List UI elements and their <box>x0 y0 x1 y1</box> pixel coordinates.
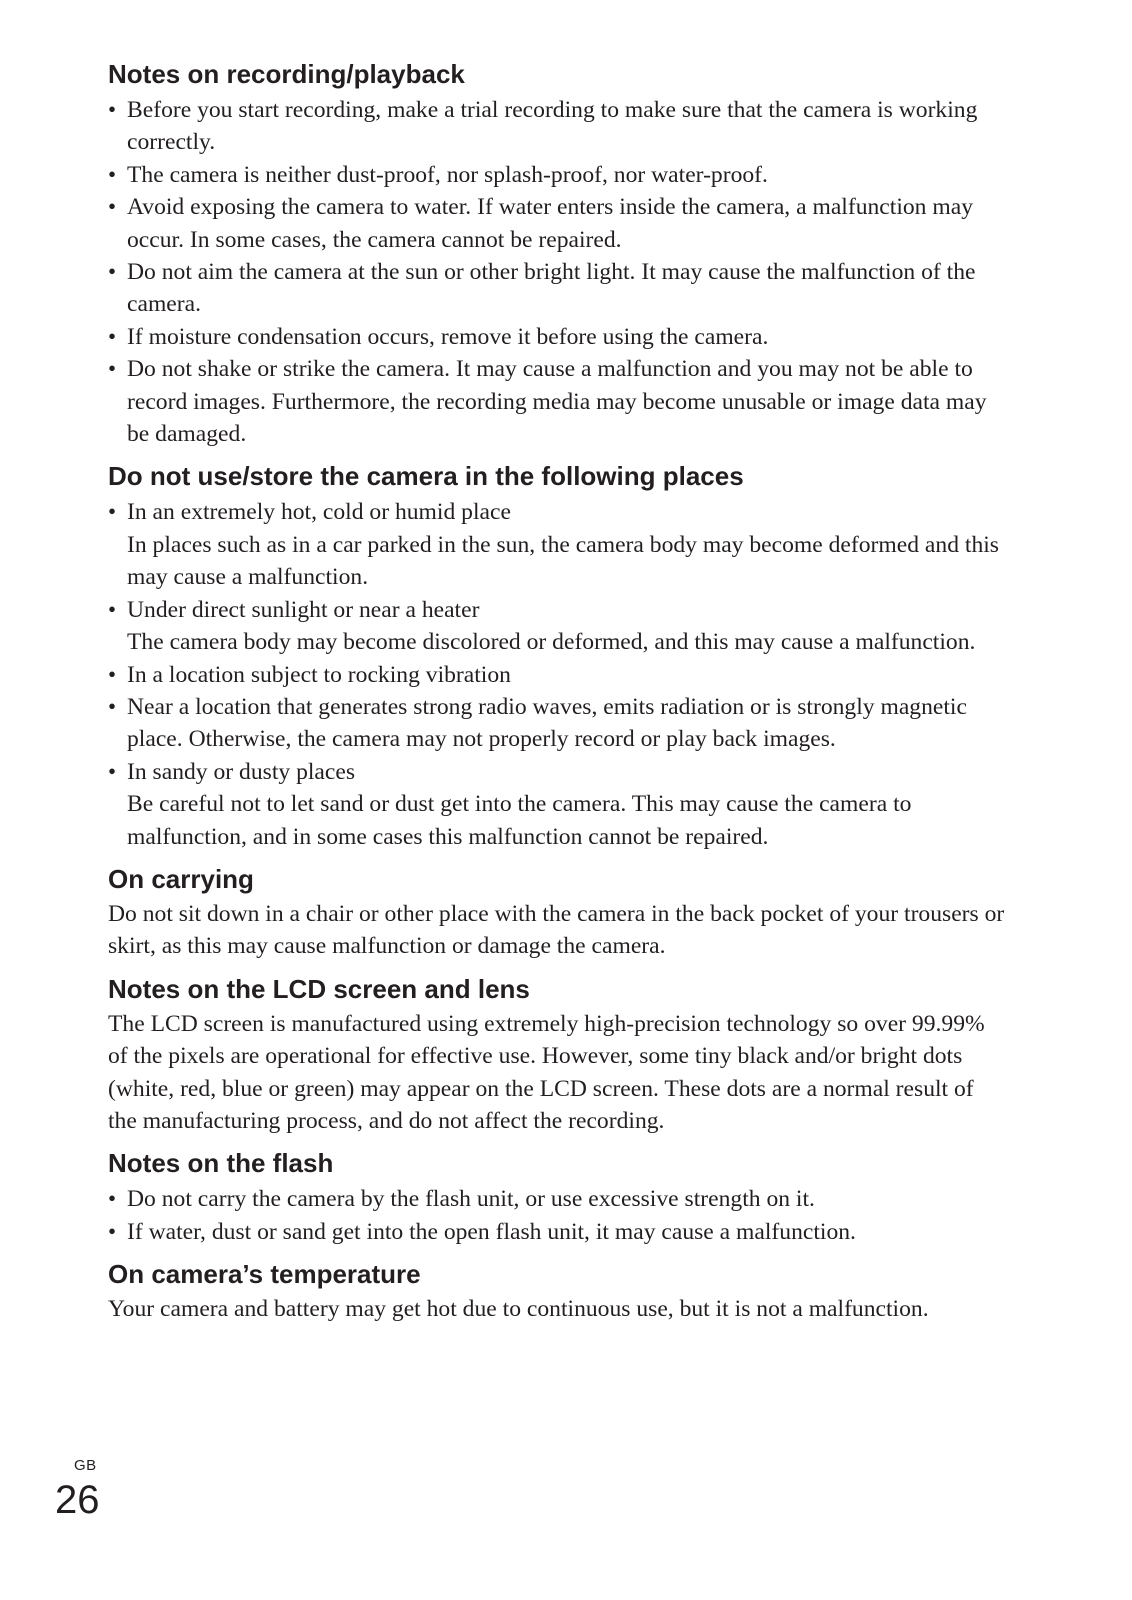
section-storage-places <box>108 460 1008 852</box>
list-item: • Near a location that generates strong radio waves, emits radiation or is strongly magnetic place. Otherwise, the camera may not properly record or play back images. <box>108 691 1008 756</box>
list-item: • Under direct sunlight or near a heater The camera body may become discolored or deformed, and this may cause a malfunction. <box>108 594 1008 659</box>
page-number: 26 <box>55 1478 100 1522</box>
list-item: • In sandy or dusty places Be careful not to let sand or dust get into the camera. This may cause the camera to malfunction, and in some cases this malfunction cannot be repaired. <box>108 756 1008 853</box>
section-heading: Notes on recording/playback <box>108 59 465 89</box>
section-heading: On camera’s temperature <box>108 1259 421 1290</box>
bullet-list <box>108 1183 1008 1248</box>
section-flash <box>108 1147 1008 1248</box>
list-item: • Avoid exposing the camera to water. If water enters inside the camera, a malfunction may occur. In some cases, the camera cannot be repaired. <box>108 191 1008 256</box>
section-temperature <box>108 1258 1008 1325</box>
list-item: • If water, dust or sand get into the open flash unit, it may cause a malfunction. <box>108 1216 1008 1248</box>
list-item: • In an extremely hot, cold or humid place In places such as in a car parked in the sun, the camera body may become deformed and this may cause a malfunction. <box>108 496 1008 593</box>
list-item: • Do not carry the camera by the flash unit, or use excessive strength on it. <box>108 1183 1008 1215</box>
list-item-detail: In places such as in a car parked in the sun, the camera body may become deformed and this may cause a malfunction. <box>127 531 999 591</box>
section-heading: Do not use/store the camera in the following places <box>108 461 744 492</box>
section-recording-playback <box>108 58 1008 450</box>
list-item: • Before you start recording, make a trial recording to make sure that the camera is working correctly. <box>108 94 1008 159</box>
section-paragraph: Do not sit down in a chair or other place with the camera in the back pocket of your trousers or skirt, as this may cause malfunction or damage the camera. <box>108 900 1005 960</box>
list-item: • In a location subject to rocking vibration <box>108 659 1008 691</box>
section-heading: Notes on the LCD screen and lens <box>108 973 530 1004</box>
list-item-detail: The camera body may become discolored or deformed, and this may cause a malfunction. <box>127 629 976 656</box>
list-item-detail: Be careful not to let sand or dust get into the camera. This may cause the camera to malfunction, and in some cases this malfunction cannot be repaired. <box>127 791 912 850</box>
region-code: GB <box>74 1457 97 1474</box>
bullet-list <box>108 94 1008 450</box>
section-paragraph: Your camera and battery may get hot due to continuous use, but it is not a malfunction. <box>108 1296 929 1323</box>
bullet-list <box>108 496 1008 852</box>
section-paragraph: The LCD screen is manufactured using extremely high-precision technology so over 99.99% of the pixels are operational for effective use. However, some tiny black and/or bright dots (white, red, blue or green) may appear on the LCD screen. These dots are a normal result of the manufacturing process, and do not affect the recording. <box>108 1010 985 1134</box>
section-lcd-screen <box>108 973 1008 1138</box>
list-item: • Do not shake or strike the camera. It may cause a malfunction and you may not be able to record images. Furthermore, the recording media may become unusable or image data may be damaged. <box>108 353 1008 450</box>
section-carrying <box>108 863 1008 963</box>
manual-page <box>108 58 1008 1336</box>
list-item: • The camera is neither dust-proof, nor splash-proof, nor water-proof. <box>108 159 1008 191</box>
section-heading: On carrying <box>108 863 254 894</box>
list-item: • If moisture condensation occurs, remove it before using the camera. <box>108 321 1008 353</box>
section-heading: Notes on the flash <box>108 1148 334 1179</box>
list-item: • Do not aim the camera at the sun or other bright light. It may cause the malfunction of the camera. <box>108 256 1008 321</box>
